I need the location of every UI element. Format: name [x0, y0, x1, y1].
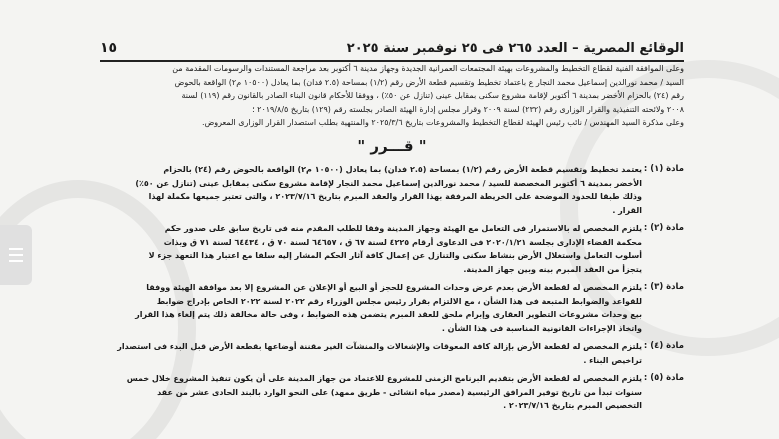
article-2 [100, 222, 684, 276]
menu-line-icon [9, 260, 23, 262]
article-line: وذلك طبقا للحدود الموضحة على الخريطة المرفقة بهذا القرار والعقد المبرم بتاريخ ٢٠٢٣/٧/١٦ ، والتى تعتبر جميعها مكملة لهذا [148, 192, 642, 201]
article-3 [100, 281, 684, 335]
preamble [100, 62, 684, 130]
document-body [100, 62, 684, 418]
article-line: يتجزأ من العقد المبرم بينه وبين جهاز المدينة. [463, 264, 642, 274]
article-line: بيع وحدات مشروعات التطوير العقارى وإبرام ملحق للعقد المبرم يتضمن هذه الضوابط ، وفى حالة مخالفة ذلك يتم إلغاء هذا القرار [135, 310, 642, 319]
sidebar-toggle-handle[interactable] [0, 225, 32, 285]
gazette-title: الوقائع المصرية – العدد ٢٦٥ فى ٢٥ نوفمبر سنة ٢٠٢٥ [346, 40, 684, 56]
preamble-line: وعلى الموافقة الفنية لقطاع التخطيط والمشروعات بهيئة المجتمعات العمرانية الجديدة وجهاز مدينة ٦ أكتوبر بعد مراجعة المستندات والرسومات المقدمة من [172, 64, 684, 73]
article-line: التخصيص المبرم بتاريخ ٢٠٢٣/٧/١٦ . [503, 401, 642, 410]
article-label: مادة (٥) : [643, 373, 684, 383]
menu-line-icon [9, 248, 23, 250]
article-4 [100, 340, 684, 367]
page-header [100, 38, 684, 62]
article-text [100, 372, 642, 413]
article-label: مادة (٣) : [643, 282, 684, 292]
article-line: يلتزم المخصص له لقطعة الأرض بإزالة كافة المعوقات والإشغالات والمنشآت الغير مقننة أوضاعها بقطعة الأرض قبل البدء فى استصدار [117, 342, 642, 351]
article-line: للقواعد والضوابط المتبعة فى هذا الشأن ، مع الالتزام بقرار رئيس مجلس الوزراء رقم ٢٠٢٢ لسنة ٢٠٢٢ الخاص بإدراج ضوابط [156, 296, 642, 306]
article-text [100, 163, 642, 217]
page-number: ١٥ [100, 40, 118, 56]
article-line: يلتزم المخصص له لقطعة الأرض بعدم عرض وحدات المشروع للحجز أو البيع أو الإعلان عن المشروع إلا بعد موافقة الهيئة ووفقا [146, 283, 642, 292]
article-line: يلتزم المخصص له بالاستمرار فى التعامل مع الهيئة وجهاز المدينة وفقا للطلب المقدم منه فى تاريخ سابق على صدور حكم [164, 224, 642, 233]
article-label: مادة (١) : [643, 164, 684, 174]
article-line: سنوات تبدأ من تاريخ توفير المرافق الرئيسية (مصدر مياه انشائى - طريق ممهد) على النحو الوارد بالبند الحادى عشر من عقد [157, 387, 642, 397]
menu-line-icon [9, 254, 23, 256]
article-line: تراخيص البناء . [583, 355, 642, 365]
article-1 [100, 163, 684, 217]
article-line: محكمة القضاء الإدارى بجلسة ٢٠٢٠/١/٢١ فى الدعاوى أرقام ٤٢٢٥ لسنة ٦٧ ق ، ٦٤٦٥٧ لسنة ٧٠ ق ، ٦٤٤٣٤ لسنة ٧١ ق وبذات [163, 237, 642, 247]
article-5 [100, 372, 684, 413]
preamble-line: وعلى مذكرة السيد المهندس / نائب رئيس الهيئة لقطاع التخطيط والمشروعات بتاريخ ٢٠٢٥/٣/٦ والمنتهية بطلب استصدار القرار الوزارى المعروض. [202, 118, 684, 127]
article-text [100, 222, 642, 276]
article-label: مادة (٢) : [643, 223, 684, 233]
article-label: مادة (٤) : [643, 341, 684, 351]
article-line: يعتمد تخطيط وتقسيم قطعة الأرض رقم (١/٢) بمساحة (٢.٥ فدان) بما يعادل (١٠٥٠٠ م٢) الواقعة بالحوض رقم (٢٤) بالحزام [163, 165, 642, 174]
article-line: واتخاذ الإجراءات القانونية المناسبة فى هذا الشأن . [441, 323, 642, 333]
article-text [100, 340, 642, 367]
article-line: الأخضر بمدينة ٦ أكتوبر المخصصة للسيد / محمد نورالدين إسماعيل محمد النجار لإقامة مشروع سكنى بمقابل عينى (تنازل عن ٥٠٪) [135, 178, 642, 188]
preamble-line: ٢٠٠٨ ولائحته التنفيذية والقرار الوزارى رقم (٢٣٢) لسنة ٢٠٠٩ وقرار مجلس إدارة الهيئة الصادر بجلسته رقم (١٢٩) بتاريخ ٢٠١٩/٨/٥ ؛ [252, 104, 684, 114]
article-text [100, 281, 642, 335]
article-line: أسلوب التعامل واستغلال الأرض بنشاط سكنى والتنازل عن إعمال كافة آثار الحكم المشار إليه سلفا مع اعتبار هذا التعهد جزء لا [148, 251, 642, 260]
decision-heading: " قـــرر " [357, 136, 427, 155]
preamble-line: السيد / محمد نورالدين إسماعيل محمد النجار ع باعتماد تخطيط وتقسيم قطعة الأرض رقم (١/٢) بمساحة (٢.٥ فدان) بما يعادل (١٠٥٠٠ م٢) الواقعة بالحوض [174, 77, 684, 87]
article-line: يلتزم المخصص له لقطعة الأرض بتقديم البرنامج الزمنى للمشروع للاعتماد من جهاز المدينة على أن يكون تنفيذ المشروع خلال خمس [126, 374, 642, 383]
article-line: القرار . [612, 205, 642, 215]
preamble-line: رقم (٢٤) بالحزام الأخضر بمدينة ٦ أكتوبر لإقامة مشروع سكنى بمقابل عينى (تنازل عن ٥٠٪) ، ووفقا للأحكام قانون البناء الصادر بالقانون رقم (١١٩) لسنة [181, 91, 684, 100]
